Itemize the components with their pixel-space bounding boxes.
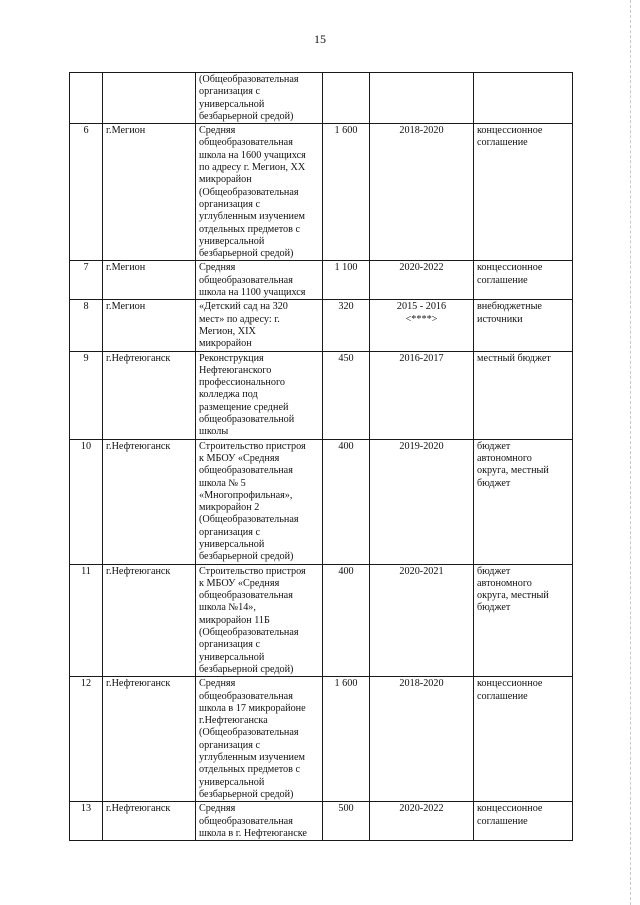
funding-source-cell: [474, 300, 573, 351]
period-cell: [370, 802, 474, 841]
table-row: [70, 802, 573, 841]
funding-source-cell-line: соглашение: [477, 137, 528, 149]
object-name-cell-line: организация с: [199, 86, 260, 98]
capacity-cell: 1 100: [323, 261, 370, 300]
object-name-cell-line: школа в г. Нефтеюганске: [199, 827, 307, 839]
row-number-cell: 10: [70, 439, 103, 564]
period-cell-line: 2020-2021: [399, 565, 444, 577]
object-name-cell-line: отдельных предметов с: [199, 764, 301, 776]
period-cell: [370, 124, 474, 261]
object-name-cell-line: колледжа под: [199, 389, 258, 401]
object-name-cell-line: Средняя: [199, 125, 236, 137]
table-row: [70, 124, 573, 261]
object-name-cell-line: микрорайон: [199, 174, 252, 186]
city-cell: г.Нефтеюганск: [103, 564, 196, 677]
object-name-cell-line: безбарьерной средой): [199, 248, 294, 260]
object-name-cell: [196, 439, 323, 564]
table-row: [70, 261, 573, 300]
funding-source-cell: [474, 124, 573, 261]
table-body: [70, 73, 573, 841]
object-name-cell-line: организация с: [199, 198, 260, 210]
margin-line: [630, 0, 631, 905]
period-cell: [370, 351, 474, 439]
object-name-cell-line: микрорайон 2: [199, 502, 260, 514]
object-name-cell: [196, 677, 323, 802]
capacity-cell: 400: [323, 564, 370, 677]
funding-source-cell-line: автономного: [477, 577, 532, 589]
object-name-cell-line: углубленным изучением: [199, 752, 305, 764]
object-name-cell-line: школа на 1600 учащихся: [199, 149, 306, 161]
table-row: [70, 300, 573, 351]
funding-source-cell-line: источники: [477, 313, 523, 325]
object-name-cell-line: Средняя: [199, 678, 236, 690]
funding-source-cell-line: концессионное: [477, 125, 543, 137]
period-cell-line: 2020-2022: [399, 262, 444, 274]
funding-source-cell-line: бюджет: [477, 440, 511, 452]
table-row: [70, 564, 573, 677]
object-name-cell-line: безбарьерной средой): [199, 551, 294, 563]
object-name-cell-line: универсальной: [199, 98, 265, 110]
page-number: 15: [314, 32, 326, 46]
capacity-cell: 450: [323, 351, 370, 439]
city-cell: г.Мегион: [103, 261, 196, 300]
period-cell-line: 2020-2022: [399, 803, 444, 815]
city-cell: г.Нефтеюганск: [103, 677, 196, 802]
funding-source-cell-line: местный бюджет: [477, 352, 551, 364]
funding-source-cell-line: соглашение: [477, 274, 528, 286]
period-cell: [370, 73, 474, 124]
object-name-cell-line: микрорайон: [199, 338, 252, 350]
funding-source-cell-line: концессионное: [477, 803, 543, 815]
period-cell-line: 2018-2020: [399, 125, 444, 137]
city-cell: г.Нефтеюганск: [103, 439, 196, 564]
object-name-cell-line: (Общеобразовательная: [199, 186, 299, 198]
table-row: [70, 439, 573, 564]
table-row: [70, 351, 573, 439]
funding-source-cell-line: автономного: [477, 452, 532, 464]
capacity-cell: 500: [323, 802, 370, 841]
object-name-cell-line: общеобразовательная: [199, 274, 293, 286]
funding-source-cell-line: бюджет: [477, 565, 511, 577]
table-row: [70, 677, 573, 802]
object-name-cell-line: организация с: [199, 526, 260, 538]
city-cell: г.Нефтеюганск: [103, 351, 196, 439]
row-number-cell: 12: [70, 677, 103, 802]
object-name-cell-line: организация с: [199, 739, 260, 751]
row-number-cell: 11: [70, 564, 103, 677]
object-name-cell-line: школа № 5: [199, 477, 246, 489]
object-name-cell-line: универсальной: [199, 651, 265, 663]
city-cell: г.Мегион: [103, 300, 196, 351]
object-name-cell-line: (Общеобразовательная: [199, 727, 299, 739]
object-name-cell-line: «Детский сад на 320: [199, 301, 288, 313]
object-name-cell-line: мест» по адресу: г.: [199, 313, 280, 325]
document-table: [69, 72, 573, 841]
period-cell: [370, 439, 474, 564]
object-name-cell-line: безбарьерной средой): [199, 110, 294, 122]
object-name-cell: [196, 564, 323, 677]
period-cell-line: 2016-2017: [399, 352, 444, 364]
object-name-cell-line: безбарьерной средой): [199, 788, 294, 800]
funding-source-cell-line: округа, местный: [477, 590, 549, 602]
object-name-cell-line: общеобразовательная: [199, 137, 293, 149]
object-name-cell-line: школа на 1100 учащихся: [199, 287, 306, 299]
row-number-cell: 7: [70, 261, 103, 300]
capacity-cell: 400: [323, 439, 370, 564]
row-number-cell: 9: [70, 351, 103, 439]
object-name-cell-line: «Многопрофильная»,: [199, 489, 293, 501]
row-number-cell: 13: [70, 802, 103, 841]
capacity-cell: [323, 73, 370, 124]
object-name-cell-line: организация с: [199, 639, 260, 651]
city-cell: г.Нефтеюганск: [103, 802, 196, 841]
funding-source-cell-line: соглашение: [477, 815, 528, 827]
funding-source-cell-line: бюджет: [477, 602, 511, 614]
row-number-cell: 6: [70, 124, 103, 261]
funding-source-cell-line: округа, местный: [477, 465, 549, 477]
object-name-cell-line: (Общеобразовательная: [199, 627, 299, 639]
object-name-cell: [196, 261, 323, 300]
object-name-cell-line: микрорайон 11Б: [199, 614, 270, 626]
object-name-cell-line: (Общеобразовательная: [199, 74, 299, 85]
object-name-cell-line: школа в 17 микрорайоне: [199, 702, 306, 714]
capacity-cell: 1 600: [323, 124, 370, 261]
object-name-cell-line: к МБОУ «Средняя: [199, 452, 280, 464]
object-name-cell-line: Нефтеюганского: [199, 364, 272, 376]
funding-source-cell: [474, 261, 573, 300]
funding-source-cell: [474, 564, 573, 677]
object-name-cell-line: универсальной: [199, 235, 265, 247]
capacity-cell: 1 600: [323, 677, 370, 802]
capacity-cell: 320: [323, 300, 370, 351]
object-name-cell-line: общеобразовательная: [199, 465, 293, 477]
object-name-cell-line: Средняя: [199, 803, 236, 815]
object-name-cell-line: профессионального: [199, 377, 285, 389]
row-number-cell: [70, 73, 103, 124]
funding-source-cell: [474, 439, 573, 564]
city-cell: г.Мегион: [103, 124, 196, 261]
object-name-cell-line: отдельных предметов с: [199, 223, 301, 235]
funding-source-cell-line: соглашение: [477, 690, 528, 702]
object-name-cell-line: размещение средней: [199, 401, 289, 413]
object-name-cell: [196, 73, 323, 124]
object-name-cell: [196, 300, 323, 351]
object-name-cell-line: общеобразовательная: [199, 590, 293, 602]
object-name-cell-line: по адресу г. Мегион, ХХ: [199, 162, 306, 174]
object-name-cell-line: углубленным изучением: [199, 211, 305, 223]
table-row: [70, 73, 573, 124]
period-cell: [370, 677, 474, 802]
object-name-cell-line: Строительство пристроя: [199, 440, 306, 452]
object-name-cell-line: общеобразовательная: [199, 815, 293, 827]
object-name-cell-line: к МБОУ «Средняя: [199, 577, 280, 589]
object-name-cell-line: Средняя: [199, 262, 236, 274]
funding-source-cell: [474, 351, 573, 439]
period-cell: [370, 261, 474, 300]
period-cell-line: 2018-2020: [399, 678, 444, 690]
object-name-cell-line: безбарьерной средой): [199, 663, 294, 675]
funding-source-cell: [474, 802, 573, 841]
funding-source-cell-line: бюджет: [477, 477, 511, 489]
funding-source-cell: [474, 677, 573, 802]
period-cell-line: <****>: [405, 313, 438, 325]
period-cell-line: 2015 - 2016: [396, 301, 447, 313]
city-cell: [103, 73, 196, 124]
object-name-cell: [196, 351, 323, 439]
period-cell: [370, 564, 474, 677]
object-name-cell-line: (Общеобразовательная: [199, 514, 299, 526]
period-cell: [370, 300, 474, 351]
funding-source-cell-line: концессионное: [477, 678, 543, 690]
object-name-cell: [196, 124, 323, 261]
object-name-cell-line: Строительство пристроя: [199, 565, 306, 577]
row-number-cell: 8: [70, 300, 103, 351]
object-name-cell-line: универсальной: [199, 538, 265, 550]
object-name-cell-line: общеобразовательная: [199, 690, 293, 702]
object-name-cell-line: Мегион, XIX: [199, 325, 256, 337]
object-name-cell-line: общеобразовательной: [199, 414, 295, 426]
object-name-cell-line: Реконструкция: [199, 352, 264, 364]
funding-source-cell-line: концессионное: [477, 262, 543, 274]
funding-source-cell: [474, 73, 573, 124]
object-name-cell-line: школы: [199, 426, 229, 438]
object-name-cell-line: школа №14»,: [199, 602, 256, 614]
period-cell-line: 2019-2020: [399, 440, 444, 452]
object-name-cell-line: универсальной: [199, 776, 265, 788]
object-name-cell-line: г.Нефтеюганска: [199, 715, 268, 727]
object-name-cell: [196, 802, 323, 841]
funding-source-cell-line: внебюджетные: [477, 301, 542, 313]
